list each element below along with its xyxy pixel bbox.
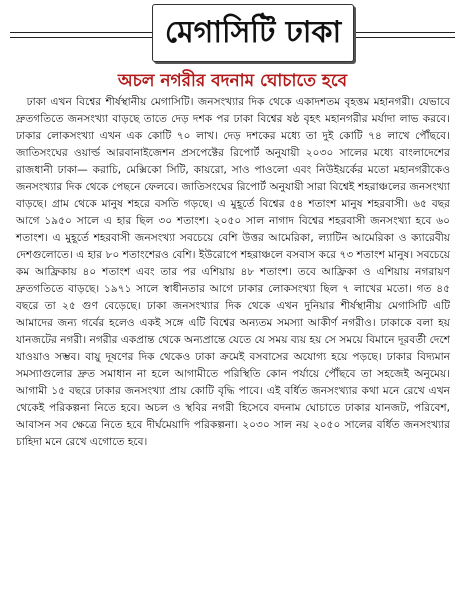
subheadline: অচল নগরীর বদনাম ঘোচাতে হবে [117,71,348,91]
title-bar [10,4,455,64]
article-paragraph: ঢাকা এখন বিশ্বের শীর্ষস্থানীয় মেগাসিটি। জনসংখ্যার দিক থেকে একাদশতম বৃহত্তম মহানগরী। যেভাবে দ্রুতগতিতে জনসংখ্যা বাড়ছে তাতে দেড় দশক পর ঢাকা বিশ্বের ষষ্ঠ বৃহৎ মহানগরীর মর্যাদা লাভ করবে। ঢাকার লোকসংখ্যা এখন এক কোটি ৭০ লাখ। দেড় দশকের মধ্যে তা দুই কোটি ৭৪ লাখে পৌঁছবে। জাতিসংঘের ওয়ার্ল্ড আরবানাইজেশন প্রসপেক্টের রিপোর্ট অনুযায়ী ২০৩০ সালের মধ্যে বাংলাদেশের রাজধানী ঢাকা— করাচি, মেক্সিকো সিটি, কায়রো, সাও পাওলো এবং নিউইয়র্কের মতো মহানগরীকেও জনসংখ্যার দিক থেকে পেছনে ফেলবে। জাতিসংঘের রিপোর্ট অনুযায়ী সারা বিশ্বেই শহরাঞ্চলের জনসংখ্যা বাড়ছে। গ্রাম থেকে মানুষ শহরে বসতি গড়ছে। এ মুহূর্তে বিশ্বের ৫৪ শতাংশ মানুষ শহরবাসী। ৬৫ বছর আগে ১৯৫০ সালে এ হার ছিল ৩০ শতাংশ। ২০৫০ সাল নাগাদ বিশ্বের শহরবাসী জনসংখ্যা হবে ৬০ শতাংশ। এ মুহূর্তে শহরবাসী জনসংখ্যা সবচেয়ে বেশি উত্তর আমেরিকা, ল্যাটিন আমেরিকা ও ক্যারেবীয় দেশগুলোতে। এ হার ৮০ শতাংশেরও বেশি। ইউরোপে শহরাঞ্চলে বসবাস করে ৭৩ শতাংশ মানুষ। সবচেয়ে কম আফ্রিকায় ৪০ শতাংশ এবং তার পর এশিয়ায় ৪৮ শতাংশ। তবে আফ্রিকা ও এশিয়ায় নগরায়ণ দ্রুতগতিতে বাড়ছে। ১৯৭১ সালে স্বাধীনতার আগে ঢাকার লোকসংখ্যা ছিল ৭ লাখের মতো। গত ৪৫ বছরে তা ২৫ গুণ বেড়েছে। ঢাকা জনসংখ্যার দিক থেকে এখন দুনিয়ার শীর্ষস্থানীয় মেগাসিটি এটি আমাদের জন্য গর্বের হলেও একই সঙ্গে এটি বিশ্বের অন্যতম সমস্যা আকীর্ণ নগরীও। ঢাকাকে বলা হয় যানজটের নগরী। নগরীর একপ্রান্ত থেকে অন্যপ্রান্তে যেতে যে সময় ব্যয় হয় সে সময়ে বিমানে দূরবর্তী দেশে যাওয়াও সম্ভব। বায়ু দূষণের দিক থেকেও ঢাকা ক্রমেই বসবাসের অযোগ্য হয়ে পড়ছে। ঢাকার বিদ্যমান সমস্যাগুলোর দ্রুত সমাধান না হলে আগামীতে পরিস্থিতি কোন পর্যায়ে পৌঁছবে তা সহজেই অনুমেয়। আগামী ১৫ বছরে ঢাকার জনসংখ্যা প্রায় কোটি বৃদ্ধি পাবে। এই বর্ধিত জনসংখ্যার কথা মনে রেখে এখন থেকেই পরিকল্পনা নিতে হবে। অচল ও স্থবির নগরী হিসেবে বদনাম ঘোচাতে ঢাকার যানজট, পরিবেশ, আবাসন সব ক্ষেত্রে নিতে হবে দীর্ঘমেয়াদি পরিকল্পনা। ২০৩০ সাল নয় ২০৫০ সালের বর্ধিত জনসংখ্যার চাহিদা মনে রেখে এগোতে হবে। [16,96,450,448]
headline: মেগাসিটি ঢাকা [152,4,354,62]
article-body [16,94,450,451]
